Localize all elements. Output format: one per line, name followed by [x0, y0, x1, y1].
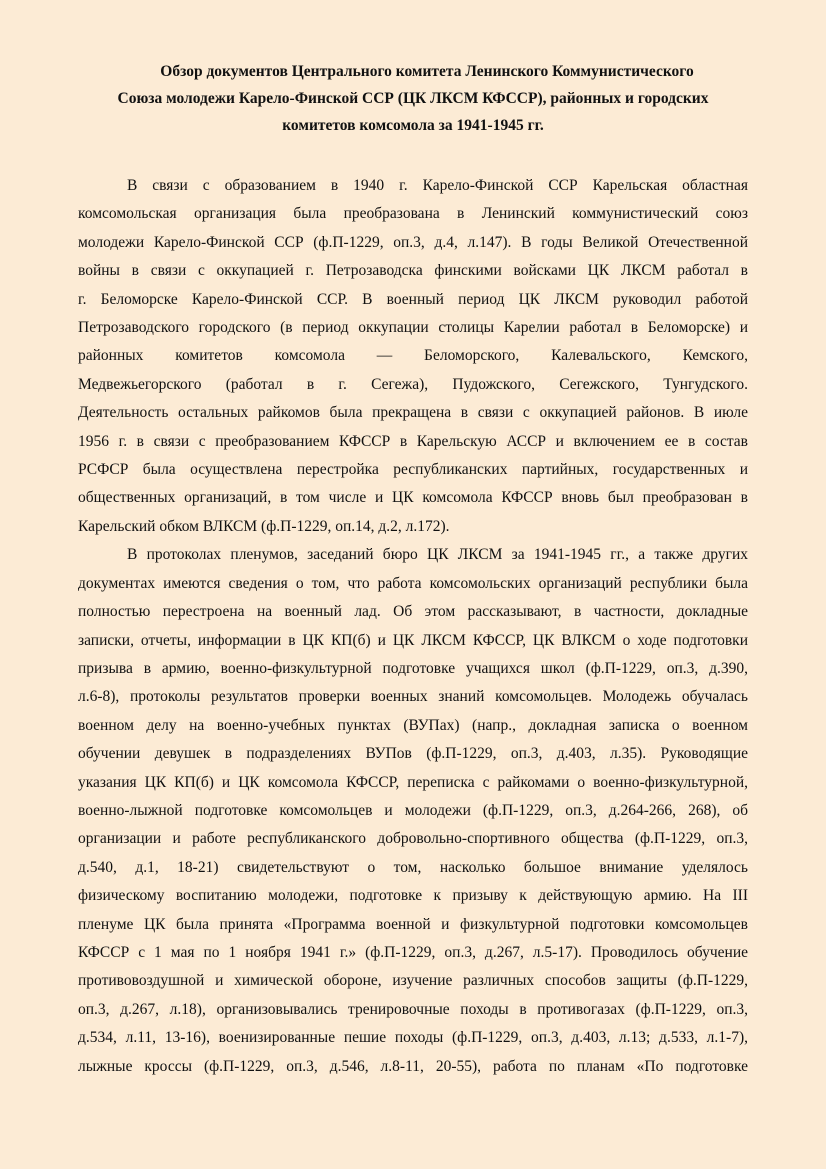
text-line: комсомольская организация была преобразована в Ленинский коммунистический союз	[78, 205, 748, 223]
text-line: В протоколах пленумов, заседаний бюро ЦК ЛКСМ за 1941-1945 гг., а также других	[127, 546, 748, 564]
paragraph-1	[78, 172, 748, 541]
text-line: записки, отчеты, информации в ЦК КП(б) и ЦК ЛКСМ КФССР, ЦК ВЛКСМ о ходе подготовки	[78, 631, 748, 649]
text-line: д.534, л.11, 13-16), военизированные пешие походы (ф.П-1229, оп.3, д.403, л.13; д.533, л.1-7),	[78, 1029, 748, 1047]
text-line: организации и работе республиканского добровольно-спортивного общества (ф.П-1229, оп.3,	[78, 830, 748, 848]
text-line: военном делу на военно-учебных пунктах (ВУПах) (напр., докладная записка о военном	[78, 716, 748, 734]
text-line: молодежи Карело-Финской ССР (ф.П-1229, оп.3, д.4, л.147). В годы Великой Отечественной	[78, 233, 748, 251]
title-line: Союза молодежи Карело-Финской ССР (ЦК ЛКСМ КФССР), районных и городских	[117, 90, 709, 107]
text-line: районных комитетов комсомола — Беломорского, Калевальского, Кемского,	[78, 347, 748, 365]
text-line: Карельский обком ВЛКСМ (ф.П-1229, оп.14, д.2, л.172).	[78, 517, 450, 535]
text-line: обучении девушек в подразделениях ВУПов (ф.П-1229, оп.3, д.403, л.35). Руководящие	[78, 745, 748, 763]
text-line: указания ЦК КП(б) и ЦК комсомола КФССР, переписка с райкомами о военно-физкультурной,	[78, 773, 748, 791]
text-line: л.6-8), протоколы результатов проверки военных знаний комсомольцев. Молодежь обучалась	[78, 688, 748, 706]
text-line: Медвежьегорского (работал в г. Сегежа), Пудожского, Сегежского, Тунгудского.	[78, 375, 748, 393]
text-line: КФССР с 1 мая по 1 ноября 1941 г.» (ф.П-1229, оп.3, д.267, л.5-17). Проводилось обучение	[78, 943, 748, 961]
text-line: пленуме ЦК была принята «Программа военной и физкультурной подготовки комсомольцев	[78, 915, 748, 933]
text-line: полностью перестроена на военный лад. Об этом рассказывают, в частности, докладные	[78, 603, 748, 621]
text-line: Петрозаводского городского (в период оккупации столицы Карелии работал в Беломорске) и	[78, 319, 748, 337]
text-line: оп.3, д.267, л.18), организовывались тренировочные походы в противогазах (ф.П-1229, оп.3,	[78, 1000, 748, 1018]
text-line: войны в связи с оккупацией г. Петрозаводска финскими войсками ЦК ЛКСМ работал в	[78, 262, 748, 280]
text-line: РСФСР была осуществлена перестройка республиканских партийных, государственных и	[78, 461, 748, 479]
text-line: физическому воспитанию молодежи, подготовке к призыву к действующую армию. На III	[78, 887, 748, 905]
text-line: В связи с образованием в 1940 г. Карело-Финской ССР Карельская областная	[127, 177, 748, 194]
text-line: 1956 г. в связи с преобразованием КФССР в Карельскую АССР и включением ее в состав	[78, 432, 748, 450]
text-line: противовоздушной и химической обороне, изучение различных способов защиты (ф.П-1229,	[78, 972, 748, 990]
text-line: лыжные кроссы (ф.П-1229, оп.3, д.546, л.8-11, 20-55), работа по планам «По подготовке	[78, 1057, 748, 1075]
text-line: призыва в армию, военно-физкультурной подготовке учащихся школ (ф.П-1229, оп.3, д.390,	[78, 659, 748, 677]
title-line: комитетов комсомола за 1941-1945 гг.	[282, 117, 544, 134]
paragraph-2	[78, 541, 748, 1081]
text-line: военно-лыжной подготовке комсомольцев и молодежи (ф.П-1229, оп.3, д.264-266, 268), об	[78, 801, 748, 819]
document-title	[78, 58, 748, 139]
text-line: документах имеются сведения о том, что работа комсомольских организаций республики была	[78, 574, 748, 592]
text-line: г. Беломорске Карело-Финской ССР. В военный период ЦК ЛКСМ руководил работой	[78, 290, 748, 308]
text-line: общественных организаций, в том числе и ЦК комсомола КФССР вновь был преобразован в	[78, 489, 748, 507]
text-line: Деятельность остальных райкомов была прекращена в связи с оккупацией районов. В июле	[78, 404, 748, 422]
document-body	[78, 172, 748, 1081]
title-line: Обзор документов Центрального комитета Ленинского Коммунистического	[160, 63, 694, 80]
text-line: д.540, д.1, 18-21) свидетельствуют о том, насколько большое внимание уделялось	[78, 858, 748, 876]
